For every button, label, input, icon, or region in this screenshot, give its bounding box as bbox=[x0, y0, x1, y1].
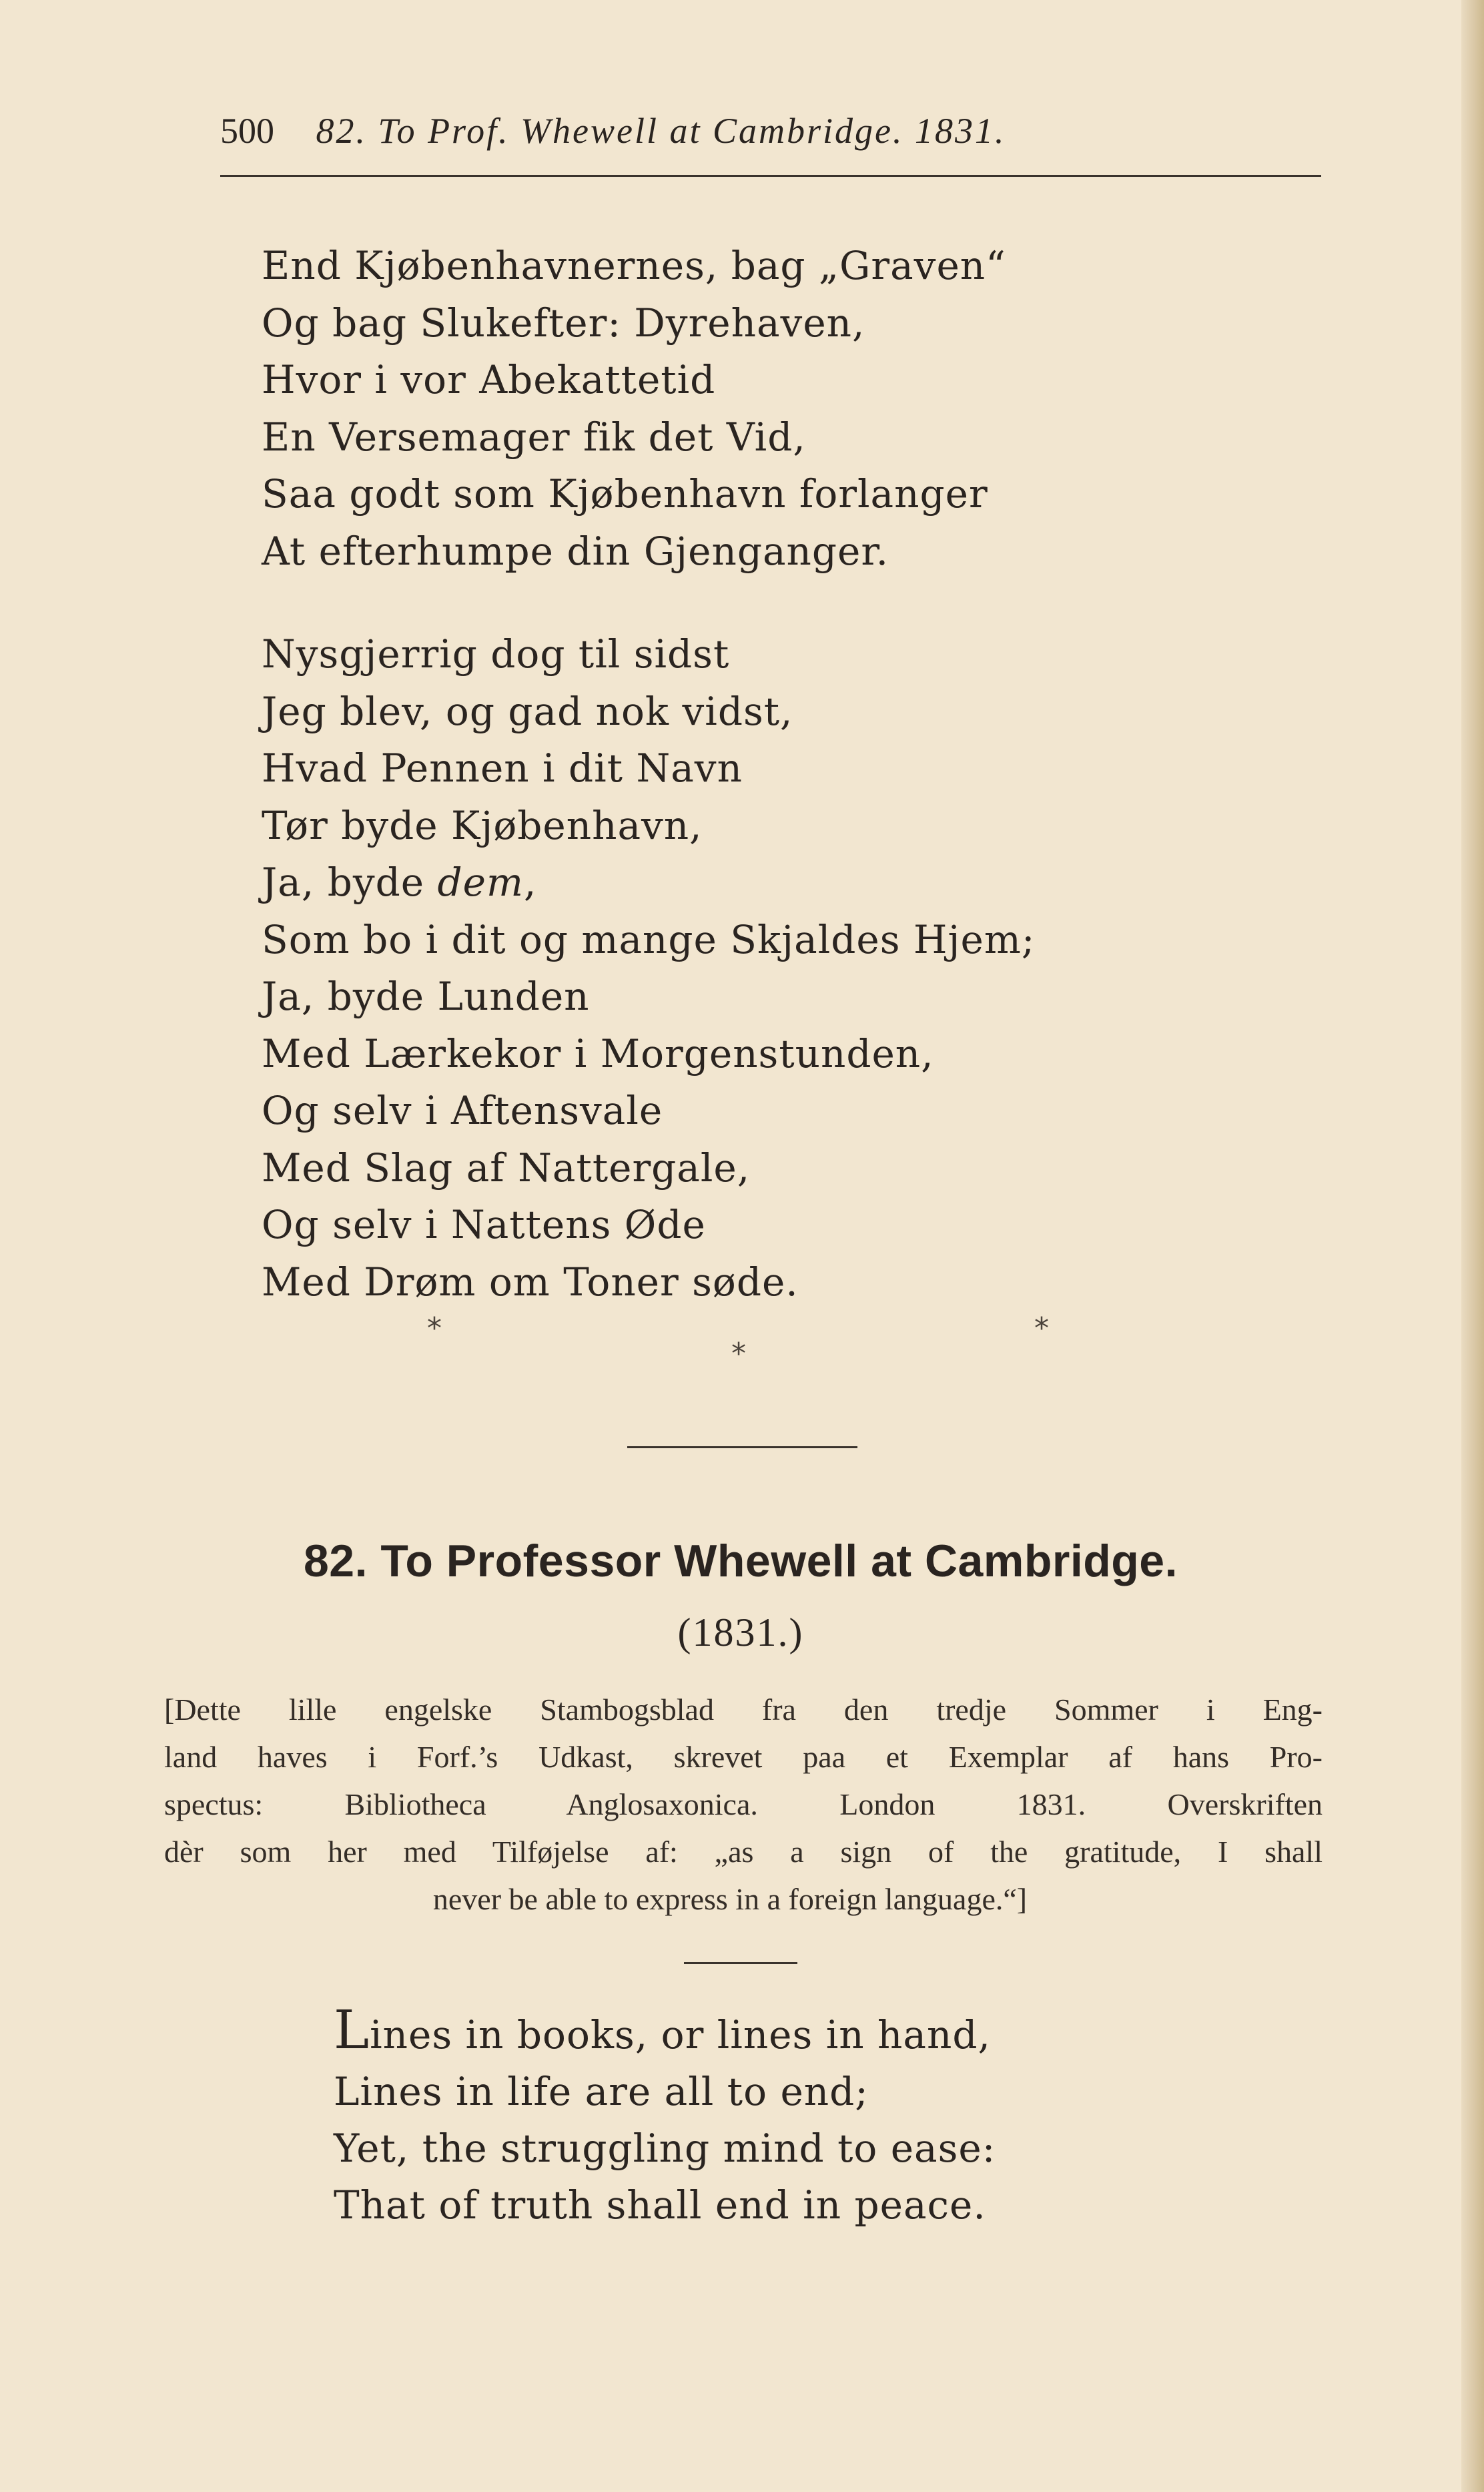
verse-line: Hvad Pennen i dit Navn bbox=[262, 745, 743, 791]
verse-line: Og bag Slukefter: Dyrehaven, bbox=[262, 300, 865, 346]
verse-fragment: ines in books, or lines in hand, bbox=[370, 2012, 991, 2058]
verse-line: Med Drøm om Toner søde. bbox=[262, 1259, 799, 1305]
poem-divider bbox=[684, 1962, 797, 1964]
poem-stanza-3 bbox=[334, 1999, 996, 2234]
section-divider bbox=[627, 1446, 857, 1448]
verse-line: Og selv i Nattens Øde bbox=[262, 1202, 706, 1247]
section-title: 82. To Professor Whewell at Cambridge. bbox=[303, 1536, 1178, 1586]
verse-line bbox=[262, 854, 1035, 912]
running-head-title: 82. To Prof. Whewell at Cambridge. 1831. bbox=[316, 111, 1006, 151]
verse-line: Saa godt som Kjøbenhavn forlanger bbox=[262, 471, 988, 517]
verse-fragment: Ja, byde bbox=[262, 860, 438, 905]
verse-emphasis: dem bbox=[437, 860, 524, 905]
poem-stanza-2 bbox=[262, 626, 1035, 1311]
verse-line: Yet, the struggling mind to ease: bbox=[334, 2126, 996, 2171]
verse-line: Hvor i vor Abekattetid bbox=[262, 357, 716, 402]
verse-line: En Versemager fik det Vid, bbox=[262, 414, 806, 460]
page-edge bbox=[1461, 0, 1484, 2492]
verse-line: Tør byde Kjøbenhavn, bbox=[262, 802, 703, 848]
editorial-note bbox=[164, 1686, 1323, 1923]
asterisk-ornament: * bbox=[427, 1311, 442, 1345]
note-line: [Dette lille engelske Stambogsblad fra den tredje Sommer i Eng- bbox=[164, 1692, 1323, 1727]
verse-line: End Kjøbenhavnernes, bag „Graven“ bbox=[262, 243, 1006, 288]
verse-line: Og selv i Aftensvale bbox=[262, 1088, 663, 1133]
verse-line bbox=[334, 1999, 996, 2064]
verse-line: That of truth shall end in peace. bbox=[334, 2182, 986, 2228]
verse-line: Som bo i dit og mange Skjaldes Hjem; bbox=[262, 916, 1036, 962]
verse-line: Med Lærkekor i Morgenstunden, bbox=[262, 1030, 934, 1076]
verse-line: At efterhumpe din Gjenganger. bbox=[262, 528, 889, 574]
verse-fragment: , bbox=[523, 860, 537, 905]
note-line: dèr som her med Tilføjelse af: „as a sign of the gratitude, I shall bbox=[164, 1835, 1323, 1869]
verse-line: Ja, byde Lunden bbox=[262, 974, 590, 1019]
verse-line: Lines in life are all to end; bbox=[334, 2069, 869, 2114]
running-head bbox=[220, 110, 1321, 151]
note-line: spectus: Bibliotheca Anglosaxonica. London 1831. Overskriften bbox=[164, 1787, 1323, 1821]
asterisk-ornament: * bbox=[1034, 1311, 1049, 1345]
asterisk-ornament: * bbox=[731, 1337, 746, 1371]
note-line: land haves i Forf.’s Udkast, skrevet paa et Exemplar af hans Pro- bbox=[164, 1740, 1323, 1774]
running-head-rule bbox=[220, 175, 1321, 177]
section-year: (1831.) bbox=[677, 1610, 804, 1654]
note-line: never be able to express in a foreign language.“] bbox=[432, 1882, 1028, 1916]
page-number: 500 bbox=[220, 111, 274, 151]
initial-letter: L bbox=[334, 1999, 370, 2061]
verse-line: Nysgjerrig dog til sidst bbox=[262, 631, 730, 677]
verse-line: Med Slag af Nattergale, bbox=[262, 1145, 751, 1191]
poem-stanza-1 bbox=[262, 238, 1006, 580]
verse-line: Jeg blev, og gad nok vidst, bbox=[262, 688, 793, 734]
